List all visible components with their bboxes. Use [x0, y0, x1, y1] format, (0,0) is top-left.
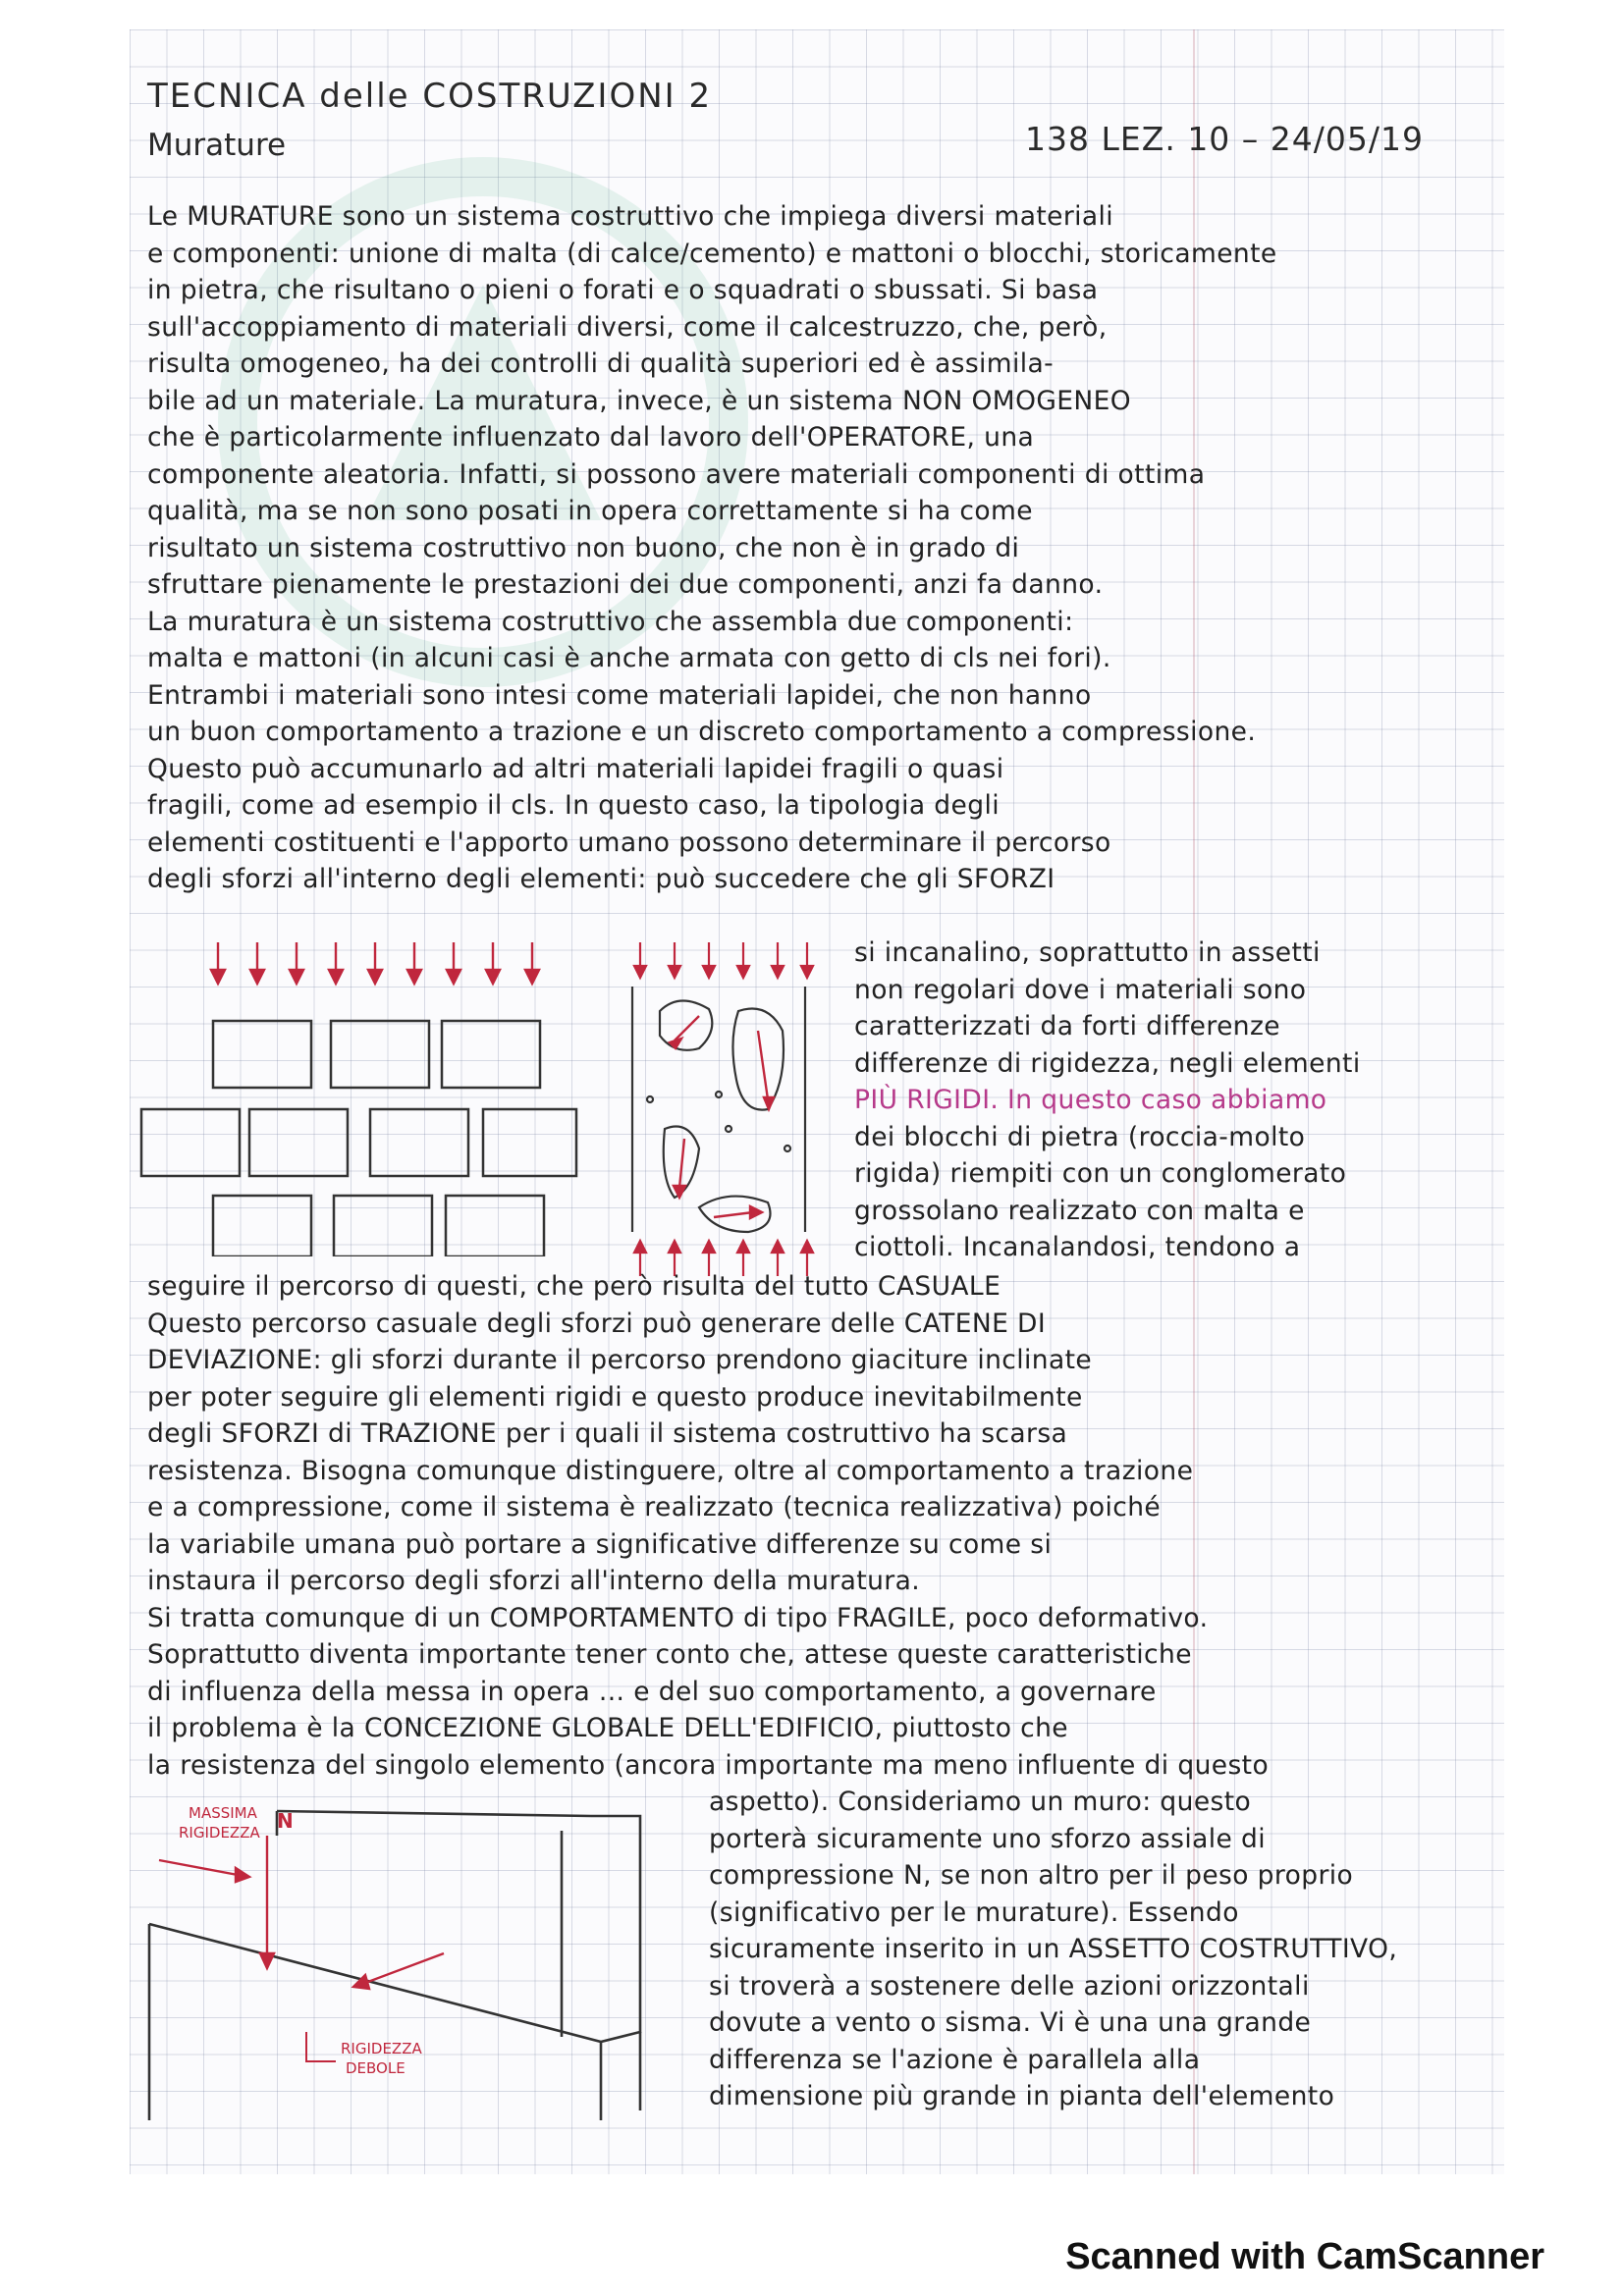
text-line: il problema è la CONCEZIONE GLOBALE DELL'EDIFICIO, piuttosto che	[147, 1713, 1068, 1743]
text-line: sicuramente inserito in un ASSETTO COSTRUTTIVO,	[709, 1934, 1398, 1964]
notebook-page	[130, 29, 1504, 2174]
text-line: bile ad un materiale. La muratura, invece, è un sistema NON OMOGENEO	[147, 385, 1132, 416]
side-paragraph	[854, 934, 1463, 1266]
text-line: risulta omogeneo, ha dei controlli di qualità superiori ed è assimila-	[147, 348, 1055, 379]
label-weak-stiffness: RIGIDEZZA	[341, 2040, 422, 2057]
text-line: (significativo per le murature). Essendo	[709, 1896, 1239, 1928]
text-line: componente aleatoria. Infatti, si possono avere materiali componenti di ottima	[147, 458, 1206, 490]
text-line: La muratura è un sistema costruttivo che assembla due componenti:	[147, 606, 1074, 637]
text-line: la resistenza del singolo elemento (ancora importante ma meno influente di questo	[147, 1749, 1270, 1781]
irregular-masonry-diagram	[621, 933, 817, 1286]
text-line: sfruttare pienamente le prestazioni dei due componenti, anzi fa danno.	[147, 569, 1104, 600]
text-line: Si tratta comunque di un COMPORTAMENTO di tipo FRAGILE, poco deformativo.	[147, 1602, 1209, 1633]
text-line: di influenza della messa in opera ... e del suo comportamento, a governare	[147, 1676, 1157, 1707]
text-line: resistenza. Bisogna comunque distinguere, oltre al comportamento a trazione	[147, 1455, 1194, 1486]
load-arrows	[211, 942, 539, 984]
text-line: un buon comportamento a trazione e un discreto comportamento a compressione.	[147, 717, 1257, 747]
label-max-stiffness: MASSIMA	[189, 1804, 257, 1822]
text-line: degli sforzi all'interno degli elementi: può succedere che gli SFORZI	[147, 864, 1055, 894]
text-line: seguire il percorso di questi, che però risulta del tutto CASUALE	[147, 1271, 1001, 1302]
text-line: Entrambi i materiali sono intesi come materiali lapidei, che non hanno	[147, 679, 1092, 711]
notebook-topic: Murature	[147, 128, 287, 163]
text-line: qualità, ma se non sono posati in opera correttamente si ha come	[147, 496, 1033, 526]
bottom-paragraph	[709, 1784, 1475, 2115]
regular-masonry-diagram	[130, 933, 581, 1256]
text-line: si incanalino, soprattutto in assetti	[854, 937, 1321, 968]
text-line: differenze di rigidezza, negli elementi	[854, 1047, 1361, 1079]
text-line: risultato un sistema costruttivo non buono, che non è in grado di	[147, 532, 1020, 563]
notebook-title: TECNICA delle COSTRUZIONI 2	[147, 77, 713, 116]
text-line: differenza se l'azione è parallela alla	[709, 2044, 1201, 2075]
page-reference: 138 LEZ. 10 – 24/05/19	[1025, 120, 1424, 158]
text-line: fragili, come ad esempio il cls. In questo caso, la tipologia degli	[147, 790, 1000, 821]
label-weak-stiffness-2: DEBOLE	[346, 2059, 406, 2077]
text-line: ciottoli. Incanalandosi, tendono a	[854, 1232, 1301, 1262]
text-line: elementi costituenti e l'apporto umano possono determinare il percorso	[147, 827, 1111, 858]
text-line: porterà sicuramente uno sforzo assiale di	[709, 1823, 1267, 1854]
text-line: grossolano realizzato con malta e	[854, 1195, 1305, 1226]
text-line: che è particolarmente influenzato dal lavoro dell'OPERATORE, una	[147, 422, 1035, 453]
text-line: aspetto). Consideriamo un muro: questo	[709, 1787, 1252, 1817]
label-axial-force: N	[277, 1809, 294, 1833]
text-line: si troverà a sostenere delle azioni orizzontali	[709, 1970, 1310, 2002]
camscanner-watermark: Scanned with CamScanner	[1065, 2236, 1544, 2277]
text-line: PIÙ RIGIDI. In questo caso abbiamo	[854, 1085, 1327, 1115]
text-line: Le MURATURE sono un sistema costruttivo che impiega diversi materiali	[147, 201, 1114, 232]
text-line: Soprattutto diventa importante tener conto che, attese queste caratteristiche	[147, 1639, 1192, 1670]
text-line: dovute a vento o sisma. Vi è una una grande	[709, 2007, 1312, 2038]
intro-paragraph	[147, 198, 1463, 898]
text-line: compressione N, se non altro per il peso proprio	[709, 1860, 1354, 1891]
text-line: la variabile umana può portare a significative differenze su come si	[147, 1528, 1053, 1560]
wall-stiffness-diagram	[130, 1796, 719, 2130]
text-line: e componenti: unione di malta (di calce/cemento) e mattoni o blocchi, storicamente	[147, 238, 1277, 269]
text-line: degli SFORZI di TRAZIONE per i quali il sistema costruttivo ha scarsa	[147, 1418, 1068, 1449]
text-line: dimensione più grande in pianta dell'elemento	[709, 2081, 1335, 2111]
text-line: instaura il percorso degli sforzi all'interno della muratura.	[147, 1566, 921, 1596]
text-line: Questo percorso casuale degli sforzi può generare delle CATENE DI	[147, 1308, 1047, 1339]
text-line: per poter seguire gli elementi rigidi e questo produce inevitabilmente	[147, 1381, 1083, 1413]
text-line: in pietra, che risultano o pieni o forati e o squadrati o sbussati. Si basa	[147, 275, 1099, 305]
text-line: e a compressione, come il sistema è realizzato (tecnica realizzativa) poiché	[147, 1492, 1162, 1522]
text-line: malta e mattoni (in alcuni casi è anche armata con getto di cls nei fori).	[147, 643, 1111, 673]
middle-paragraph	[147, 1268, 1463, 1784]
label-max-stiffness-2: RIGIDEZZA	[179, 1824, 260, 1842]
text-line: non regolari dove i materiali sono	[854, 974, 1307, 1005]
text-line: dei blocchi di pietra (roccia-molto	[854, 1121, 1306, 1152]
text-line: rigida) riempiti con un conglomerato	[854, 1158, 1347, 1189]
text-line: sull'accoppiamento di materiali diversi, come il calcestruzzo, che, però,	[147, 311, 1108, 343]
text-line: caratterizzati da forti differenze	[854, 1011, 1280, 1041]
text-line: Questo può accumunarlo ad altri materiali lapidei fragili o quasi	[147, 753, 1004, 784]
text-line: DEVIAZIONE: gli sforzi durante il percorso prendono giaciture inclinate	[147, 1345, 1093, 1375]
